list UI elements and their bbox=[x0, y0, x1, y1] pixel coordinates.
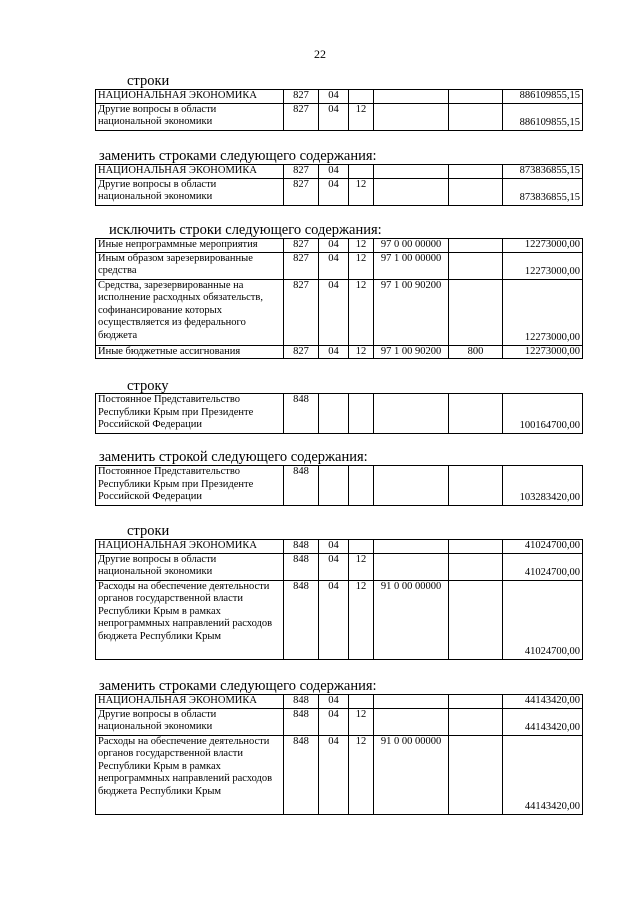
section-code: 04 bbox=[319, 252, 349, 279]
section-heading: строки bbox=[127, 523, 170, 539]
table-row bbox=[96, 553, 583, 580]
amount: 873836855,15 bbox=[503, 165, 583, 179]
subsection-code: 12 bbox=[349, 252, 374, 279]
subsection-code: 12 bbox=[349, 178, 374, 205]
amount: 41024700,00 bbox=[503, 553, 583, 580]
expense-type-code bbox=[449, 466, 503, 506]
target-item-code bbox=[374, 178, 449, 205]
amount: 12273000,00 bbox=[503, 279, 583, 345]
expense-type-code bbox=[449, 178, 503, 205]
budget-table bbox=[95, 694, 583, 815]
budget-table bbox=[95, 164, 583, 206]
subsection-code bbox=[349, 165, 374, 179]
target-item-code bbox=[374, 165, 449, 179]
target-item-code bbox=[374, 466, 449, 506]
amount: 886109855,15 bbox=[503, 103, 583, 130]
dept-code: 848 bbox=[284, 540, 319, 554]
table-row bbox=[96, 466, 583, 506]
row-name: Иные бюджетные ассигнования bbox=[96, 345, 284, 359]
section-code: 04 bbox=[319, 178, 349, 205]
expense-type-code bbox=[449, 735, 503, 814]
table-row bbox=[96, 239, 583, 253]
dept-code: 827 bbox=[284, 345, 319, 359]
dept-code: 827 bbox=[284, 165, 319, 179]
expense-type-code bbox=[449, 103, 503, 130]
table-row bbox=[96, 394, 583, 434]
amount: 41024700,00 bbox=[503, 540, 583, 554]
section-code: 04 bbox=[319, 735, 349, 814]
expense-type-code: 800 bbox=[449, 345, 503, 359]
expense-type-code bbox=[449, 394, 503, 434]
subsection-code: 12 bbox=[349, 279, 374, 345]
target-item-code: 97 1 00 90200 bbox=[374, 279, 449, 345]
expense-type-code bbox=[449, 165, 503, 179]
target-item-code bbox=[374, 103, 449, 130]
section-code: 04 bbox=[319, 239, 349, 253]
subsection-code bbox=[349, 540, 374, 554]
section-code: 04 bbox=[319, 708, 349, 735]
dept-code: 848 bbox=[284, 735, 319, 814]
section-heading: заменить строками следующего содержания: bbox=[99, 148, 377, 164]
expense-type-code bbox=[449, 90, 503, 104]
section-heading: заменить строкой следующего содержания: bbox=[99, 449, 368, 465]
table-row bbox=[96, 345, 583, 359]
target-item-code bbox=[374, 708, 449, 735]
amount: 12273000,00 bbox=[503, 239, 583, 253]
subsection-code bbox=[349, 90, 374, 104]
row-name: НАЦИОНАЛЬНАЯ ЭКОНОМИКА bbox=[96, 90, 284, 104]
section-heading: строку bbox=[127, 378, 169, 394]
table-row bbox=[96, 695, 583, 709]
target-item-code bbox=[374, 553, 449, 580]
row-name: Расходы на обеспечение деятельности органов государственной власти Республики Крым в рамках непрограммных направлений расходов бюджета Республики Крым bbox=[96, 735, 284, 814]
row-name: Другие вопросы в области национальной экономики bbox=[96, 708, 284, 735]
dept-code: 848 bbox=[284, 695, 319, 709]
amount: 12273000,00 bbox=[503, 252, 583, 279]
expense-type-code bbox=[449, 580, 503, 659]
subsection-code bbox=[349, 466, 374, 506]
expense-type-code bbox=[449, 540, 503, 554]
amount: 41024700,00 bbox=[503, 580, 583, 659]
dept-code: 848 bbox=[284, 708, 319, 735]
row-name: Другие вопросы в области национальной экономики bbox=[96, 553, 284, 580]
table-row bbox=[96, 165, 583, 179]
section-code: 04 bbox=[319, 103, 349, 130]
subsection-code: 12 bbox=[349, 553, 374, 580]
section-code: 04 bbox=[319, 165, 349, 179]
dept-code: 848 bbox=[284, 466, 319, 506]
section-code: 04 bbox=[319, 90, 349, 104]
expense-type-code bbox=[449, 708, 503, 735]
row-name: Постоянное Представительство Республики Крым при Президенте Российской Федерации bbox=[96, 394, 284, 434]
section-heading: заменить строками следующего содержания: bbox=[99, 678, 377, 694]
row-name: Средства, зарезервированные на исполнение расходных обязательств, софинансирование которых осуществляется из федерального бюджета bbox=[96, 279, 284, 345]
dept-code: 848 bbox=[284, 580, 319, 659]
dept-code: 827 bbox=[284, 103, 319, 130]
table-row bbox=[96, 708, 583, 735]
subsection-code: 12 bbox=[349, 103, 374, 130]
dept-code: 827 bbox=[284, 90, 319, 104]
amount: 103283420,00 bbox=[503, 466, 583, 506]
table-row bbox=[96, 252, 583, 279]
table-row bbox=[96, 540, 583, 554]
amount: 886109855,15 bbox=[503, 90, 583, 104]
target-item-code: 97 0 00 00000 bbox=[374, 239, 449, 253]
table-row bbox=[96, 103, 583, 130]
section-code: 04 bbox=[319, 580, 349, 659]
section-code: 04 bbox=[319, 279, 349, 345]
dept-code: 827 bbox=[284, 279, 319, 345]
dept-code: 827 bbox=[284, 252, 319, 279]
subsection-code: 12 bbox=[349, 345, 374, 359]
row-name: Расходы на обеспечение деятельности органов государственной власти Республики Крым в рамках непрограммных направлений расходов бюджета Республики Крым bbox=[96, 580, 284, 659]
section-code: 04 bbox=[319, 553, 349, 580]
target-item-code: 91 0 00 00000 bbox=[374, 580, 449, 659]
row-name: Другие вопросы в области национальной экономики bbox=[96, 178, 284, 205]
expense-type-code bbox=[449, 239, 503, 253]
target-item-code: 91 0 00 00000 bbox=[374, 735, 449, 814]
subsection-code: 12 bbox=[349, 708, 374, 735]
row-name: НАЦИОНАЛЬНАЯ ЭКОНОМИКА bbox=[96, 165, 284, 179]
budget-table bbox=[95, 465, 583, 506]
amount: 12273000,00 bbox=[503, 345, 583, 359]
section-code: 04 bbox=[319, 695, 349, 709]
table-row bbox=[96, 580, 583, 659]
subsection-code: 12 bbox=[349, 735, 374, 814]
section-code: 04 bbox=[319, 345, 349, 359]
dept-code: 827 bbox=[284, 239, 319, 253]
table-row bbox=[96, 178, 583, 205]
expense-type-code bbox=[449, 252, 503, 279]
budget-table bbox=[95, 89, 583, 131]
target-item-code bbox=[374, 540, 449, 554]
amount: 44143420,00 bbox=[503, 708, 583, 735]
expense-type-code bbox=[449, 279, 503, 345]
table-row bbox=[96, 735, 583, 814]
expense-type-code bbox=[449, 553, 503, 580]
dept-code: 848 bbox=[284, 553, 319, 580]
row-name: НАЦИОНАЛЬНАЯ ЭКОНОМИКА bbox=[96, 695, 284, 709]
target-item-code: 97 1 00 90200 bbox=[374, 345, 449, 359]
row-name: Иные непрограммные мероприятия bbox=[96, 239, 284, 253]
budget-table bbox=[95, 393, 583, 434]
target-item-code: 97 1 00 00000 bbox=[374, 252, 449, 279]
subsection-code bbox=[349, 394, 374, 434]
section-heading: исключить строки следующего содержания: bbox=[109, 222, 382, 238]
page-number: 22 bbox=[314, 47, 326, 61]
target-item-code bbox=[374, 90, 449, 104]
row-name: Другие вопросы в области национальной экономики bbox=[96, 103, 284, 130]
table-row bbox=[96, 90, 583, 104]
subsection-code bbox=[349, 695, 374, 709]
target-item-code bbox=[374, 695, 449, 709]
dept-code: 848 bbox=[284, 394, 319, 434]
dept-code: 827 bbox=[284, 178, 319, 205]
budget-table bbox=[95, 238, 583, 359]
table-row bbox=[96, 279, 583, 345]
row-name: Постоянное Представительство Республики Крым при Президенте Российской Федерации bbox=[96, 466, 284, 506]
budget-table bbox=[95, 539, 583, 660]
section-code: 04 bbox=[319, 540, 349, 554]
amount: 873836855,15 bbox=[503, 178, 583, 205]
subsection-code: 12 bbox=[349, 580, 374, 659]
section-heading: строки bbox=[127, 73, 170, 89]
row-name: НАЦИОНАЛЬНАЯ ЭКОНОМИКА bbox=[96, 540, 284, 554]
expense-type-code bbox=[449, 695, 503, 709]
amount: 44143420,00 bbox=[503, 735, 583, 814]
section-code bbox=[319, 394, 349, 434]
row-name: Иным образом зарезервированные средства bbox=[96, 252, 284, 279]
target-item-code bbox=[374, 394, 449, 434]
subsection-code: 12 bbox=[349, 239, 374, 253]
amount: 100164700,00 bbox=[503, 394, 583, 434]
amount: 44143420,00 bbox=[503, 695, 583, 709]
section-code bbox=[319, 466, 349, 506]
